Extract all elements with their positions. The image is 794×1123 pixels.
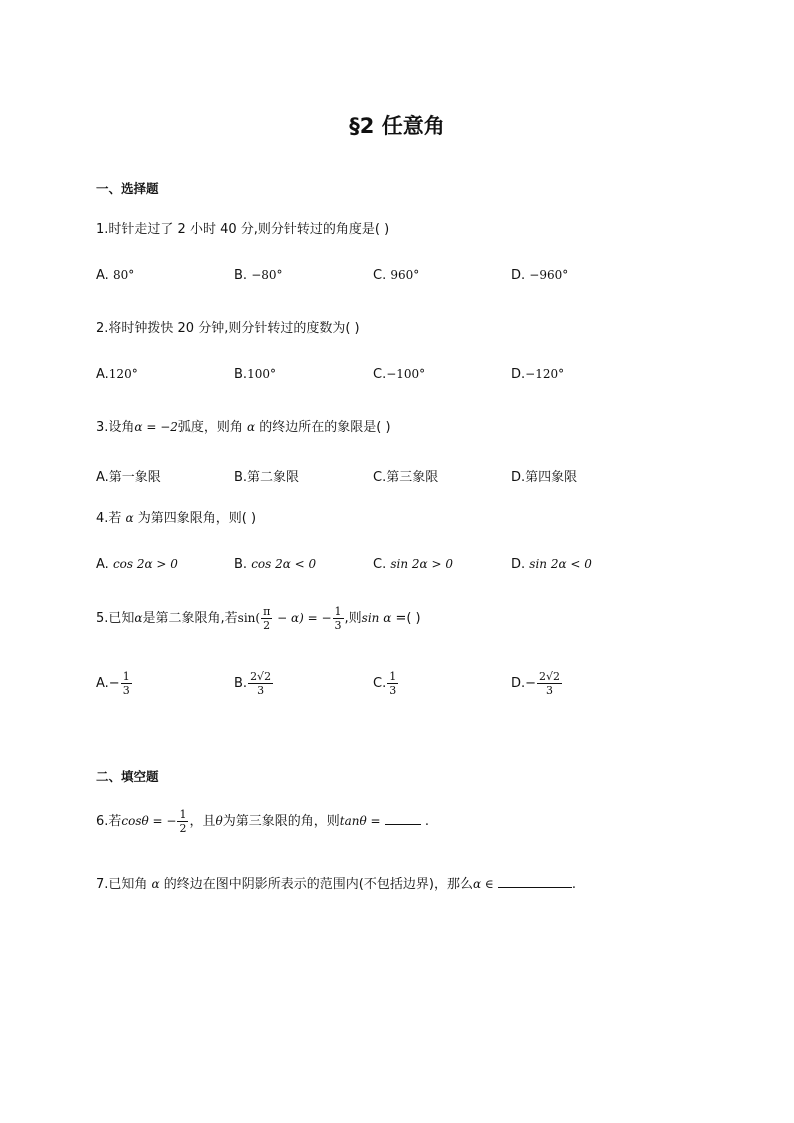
- question-3: [96, 416, 391, 435]
- q1-option-c-label: C.: [373, 268, 387, 283]
- q4-option-c: [373, 557, 453, 572]
- q1-option-c-value: 960°: [390, 268, 420, 282]
- q3-expression: α = −2: [134, 420, 178, 434]
- q5-three: 3: [334, 619, 342, 632]
- q5-one-third: [333, 605, 344, 632]
- q5-option-c-den: 3: [389, 684, 397, 697]
- q4-alpha: α: [125, 511, 134, 525]
- question-7: [96, 873, 576, 892]
- q1-option-b-label: B.: [234, 268, 248, 283]
- q3-option-d: D.第四象限: [511, 470, 578, 485]
- q5-pi: π: [263, 605, 271, 618]
- q2-option-d-value: −120°: [525, 367, 565, 381]
- q6-answer-blank[interactable]: [385, 824, 421, 825]
- q3-option-a: A.第一象限: [96, 470, 161, 485]
- q5-option-d-fraction: [537, 670, 562, 697]
- q5-option-d-num: 2√2: [539, 670, 561, 683]
- q3-alpha: α: [247, 420, 256, 434]
- question-2: 2.将时钟拨快 20 分钟,则分针转过的度数为( ): [96, 321, 360, 336]
- q4-suffix: 为第四象限角，则( ): [137, 511, 257, 526]
- q5-alpha: α: [134, 611, 143, 625]
- q5-option-a-label: A.−: [96, 676, 120, 691]
- q3-option-b: B.第二象限: [234, 470, 300, 485]
- q5-two: 2: [263, 619, 271, 632]
- q5-option-c-label: C.: [373, 676, 387, 691]
- q4-option-d: [511, 557, 592, 572]
- q5-option-a-den: 3: [122, 684, 130, 697]
- q5-option-a-fraction: [121, 670, 132, 697]
- q5-option-c-num: 1: [389, 670, 397, 683]
- q5-mid: 是第二象限角,若: [142, 611, 238, 626]
- q3-mid: 弧度，则角: [177, 420, 243, 435]
- q6-mid1: ，且: [189, 814, 216, 829]
- q2-option-a-value: 120°: [108, 367, 138, 381]
- q5-pi-over-2: [261, 605, 272, 632]
- q5-option-b-label: B.: [234, 676, 248, 691]
- q5-option-d: [511, 670, 563, 697]
- q5-option-c: [373, 670, 399, 697]
- q1-option-c: [373, 268, 419, 283]
- q2-option-c-value: −100°: [386, 367, 426, 381]
- q4-option-b-label: B.: [234, 557, 248, 572]
- q5-then: ,则: [344, 611, 362, 626]
- q5-option-b-fraction: [248, 670, 273, 697]
- q7-alpha: α: [151, 877, 160, 891]
- q4-option-a: [96, 557, 178, 572]
- q6-num: 1: [179, 808, 187, 821]
- q7-expr: α ∈: [472, 877, 494, 891]
- q2-option-b-value: 100°: [247, 367, 276, 381]
- q3-option-c: C.第三象限: [373, 470, 439, 485]
- q6-tan-expr: tanθ =: [339, 814, 381, 828]
- section-heading-choice: 一、选择题: [96, 181, 159, 196]
- q7-answer-blank[interactable]: [498, 887, 572, 888]
- q6-end: .: [424, 814, 429, 829]
- q4-option-d-value: sin 2α < 0: [529, 557, 592, 571]
- q6-theta: θ: [215, 814, 223, 828]
- q6-cos-expr: cosθ = −: [121, 814, 177, 828]
- q1-option-d: [511, 268, 568, 283]
- q5-sin-open: sin(: [237, 611, 261, 625]
- q2-option-b-label: B.: [234, 367, 248, 382]
- q1-option-a: [96, 268, 134, 283]
- q5-sin-alpha: sin α: [361, 611, 392, 625]
- q5-option-c-fraction: [387, 670, 398, 697]
- q4-option-b: [234, 557, 316, 572]
- q2-option-d-label: D.: [511, 367, 526, 382]
- question-6: [96, 808, 429, 835]
- question-1: 1.时针走过了 2 小时 40 分,则分针转过的角度是( ): [96, 222, 390, 237]
- q1-option-a-label: A.: [96, 268, 109, 283]
- q7-end: .: [571, 877, 577, 892]
- q1-option-b-value: −80°: [251, 268, 283, 282]
- q5-suffix: =( ): [391, 611, 421, 626]
- q5-option-d-den: 3: [546, 684, 554, 697]
- q6-prefix: 6.若: [96, 814, 122, 829]
- q2-option-a-label: A.: [96, 367, 109, 382]
- q4-option-d-label: D.: [511, 557, 526, 572]
- question-5: [96, 605, 421, 632]
- q5-option-a-num: 1: [122, 670, 130, 683]
- q4-option-c-label: C.: [373, 557, 387, 572]
- q5-option-b: [234, 670, 274, 697]
- q2-option-c: [373, 367, 425, 382]
- q2-option-b: [234, 367, 276, 382]
- q6-mid2: 为第三象限的角，则: [222, 814, 340, 829]
- q4-option-a-value: cos 2α > 0: [112, 557, 178, 571]
- q3-prefix: 3.设角: [96, 420, 135, 435]
- section-heading-fill: 二、填空题: [96, 769, 159, 784]
- q5-option-b-num: 2√2: [250, 670, 272, 683]
- q5-option-d-label: D.−: [511, 676, 537, 691]
- q4-option-a-label: A.: [96, 557, 109, 572]
- page-title: §2 任意角: [349, 114, 445, 138]
- q5-prefix: 5.已知: [96, 611, 135, 626]
- q3-suffix: 的终边所在的象限是( ): [259, 420, 391, 435]
- q7-prefix: 7.已知角: [96, 877, 148, 892]
- q2-option-d: [511, 367, 564, 382]
- q1-option-a-value: 80°: [112, 268, 135, 282]
- q5-option-b-den: 3: [257, 684, 265, 697]
- q1-option-d-label: D.: [511, 268, 526, 283]
- q5-option-a: [96, 670, 133, 697]
- q1-option-d-value: −960°: [529, 268, 569, 282]
- question-4: [96, 507, 256, 526]
- q2-option-c-label: C.: [373, 367, 387, 382]
- q4-option-c-value: sin 2α > 0: [390, 557, 453, 571]
- q1-option-b: [234, 268, 283, 283]
- q6-fraction: [177, 808, 188, 835]
- q7-mid: 的终边在图中阴影所表示的范围内(不包括边界)，那么: [163, 877, 473, 892]
- q2-option-a: [96, 367, 138, 382]
- q5-minus-alpha: − α) = −: [273, 611, 332, 625]
- q4-option-b-value: cos 2α < 0: [251, 557, 317, 571]
- q4-prefix: 4.若: [96, 511, 122, 526]
- q6-den: 2: [179, 822, 187, 835]
- q5-one: 1: [334, 605, 342, 618]
